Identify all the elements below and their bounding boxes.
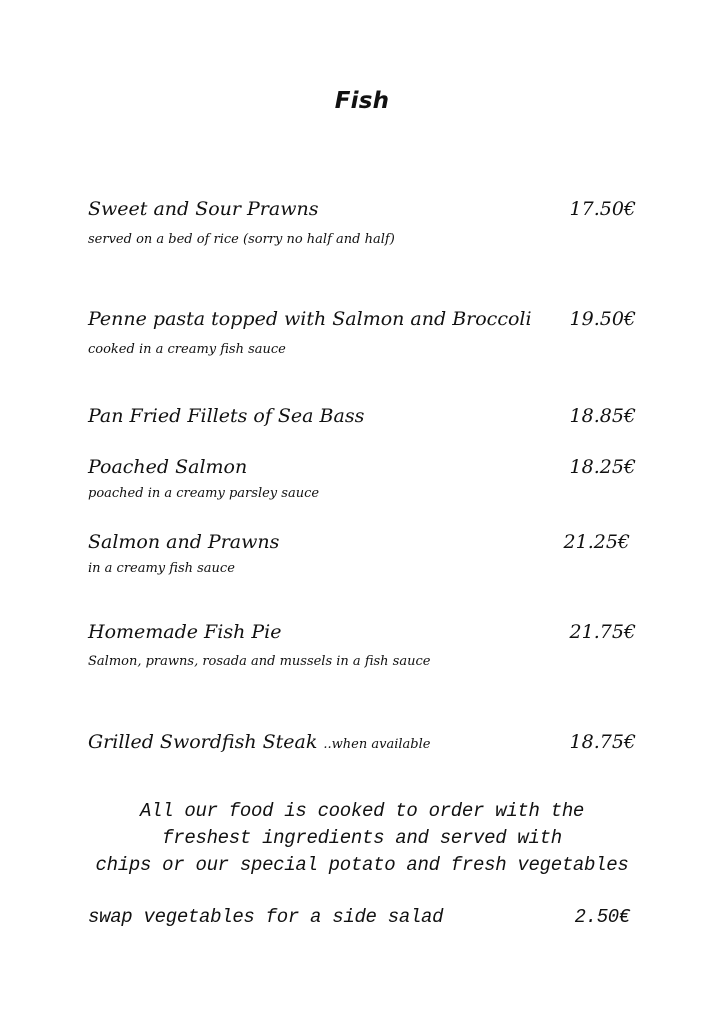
menu-item-price: 18.25€ (569, 456, 636, 478)
footer-line: freshest ingredients and served with (162, 827, 562, 849)
menu-item-name-row (88, 731, 430, 753)
menu-item-name: Sweet and Sour Prawns (88, 198, 319, 220)
menu-item-price: 18.75€ (569, 731, 636, 753)
footer-line: All our food is cooked to order with the (139, 800, 585, 822)
menu-item-price: 21.75€ (569, 621, 636, 643)
menu-item-note: poached in a creamy parsley sauce (88, 486, 320, 501)
menu-item-name: Homemade Fish Pie (88, 621, 282, 643)
menu-item-inline-note: ..when available (323, 737, 431, 752)
menu-item-name: Grilled Swordfish Steak (88, 731, 318, 753)
footer-line: chips or our special potato and fresh vegetables (95, 854, 629, 876)
menu-item-note: Salmon, prawns, rosada and mussels in a fish sauce (88, 654, 431, 669)
menu-item-price: 19.50€ (569, 308, 636, 330)
swap-option-price: 2.50€ (574, 906, 630, 928)
menu-item-price: 18.85€ (569, 405, 636, 427)
page-title: Fish (334, 88, 390, 114)
menu-item-price: 21.25€ (563, 531, 630, 553)
menu-item-price: 17.50€ (569, 198, 636, 220)
menu-item-note: cooked in a creamy fish sauce (88, 342, 286, 357)
menu-item-note: in a creamy fish sauce (88, 561, 235, 576)
menu-item-name: Penne pasta topped with Salmon and Broccoli (88, 308, 532, 330)
footer-notice (0, 798, 724, 879)
menu-item-name: Poached Salmon (88, 456, 248, 478)
swap-option-label: swap vegetables for a side salad (88, 906, 444, 928)
menu-item-note: served on a bed of rice (sorry no half and half) (88, 232, 395, 247)
menu-item-name: Salmon and Prawns (88, 531, 280, 553)
menu-item-name: Pan Fried Fillets of Sea Bass (88, 405, 365, 427)
